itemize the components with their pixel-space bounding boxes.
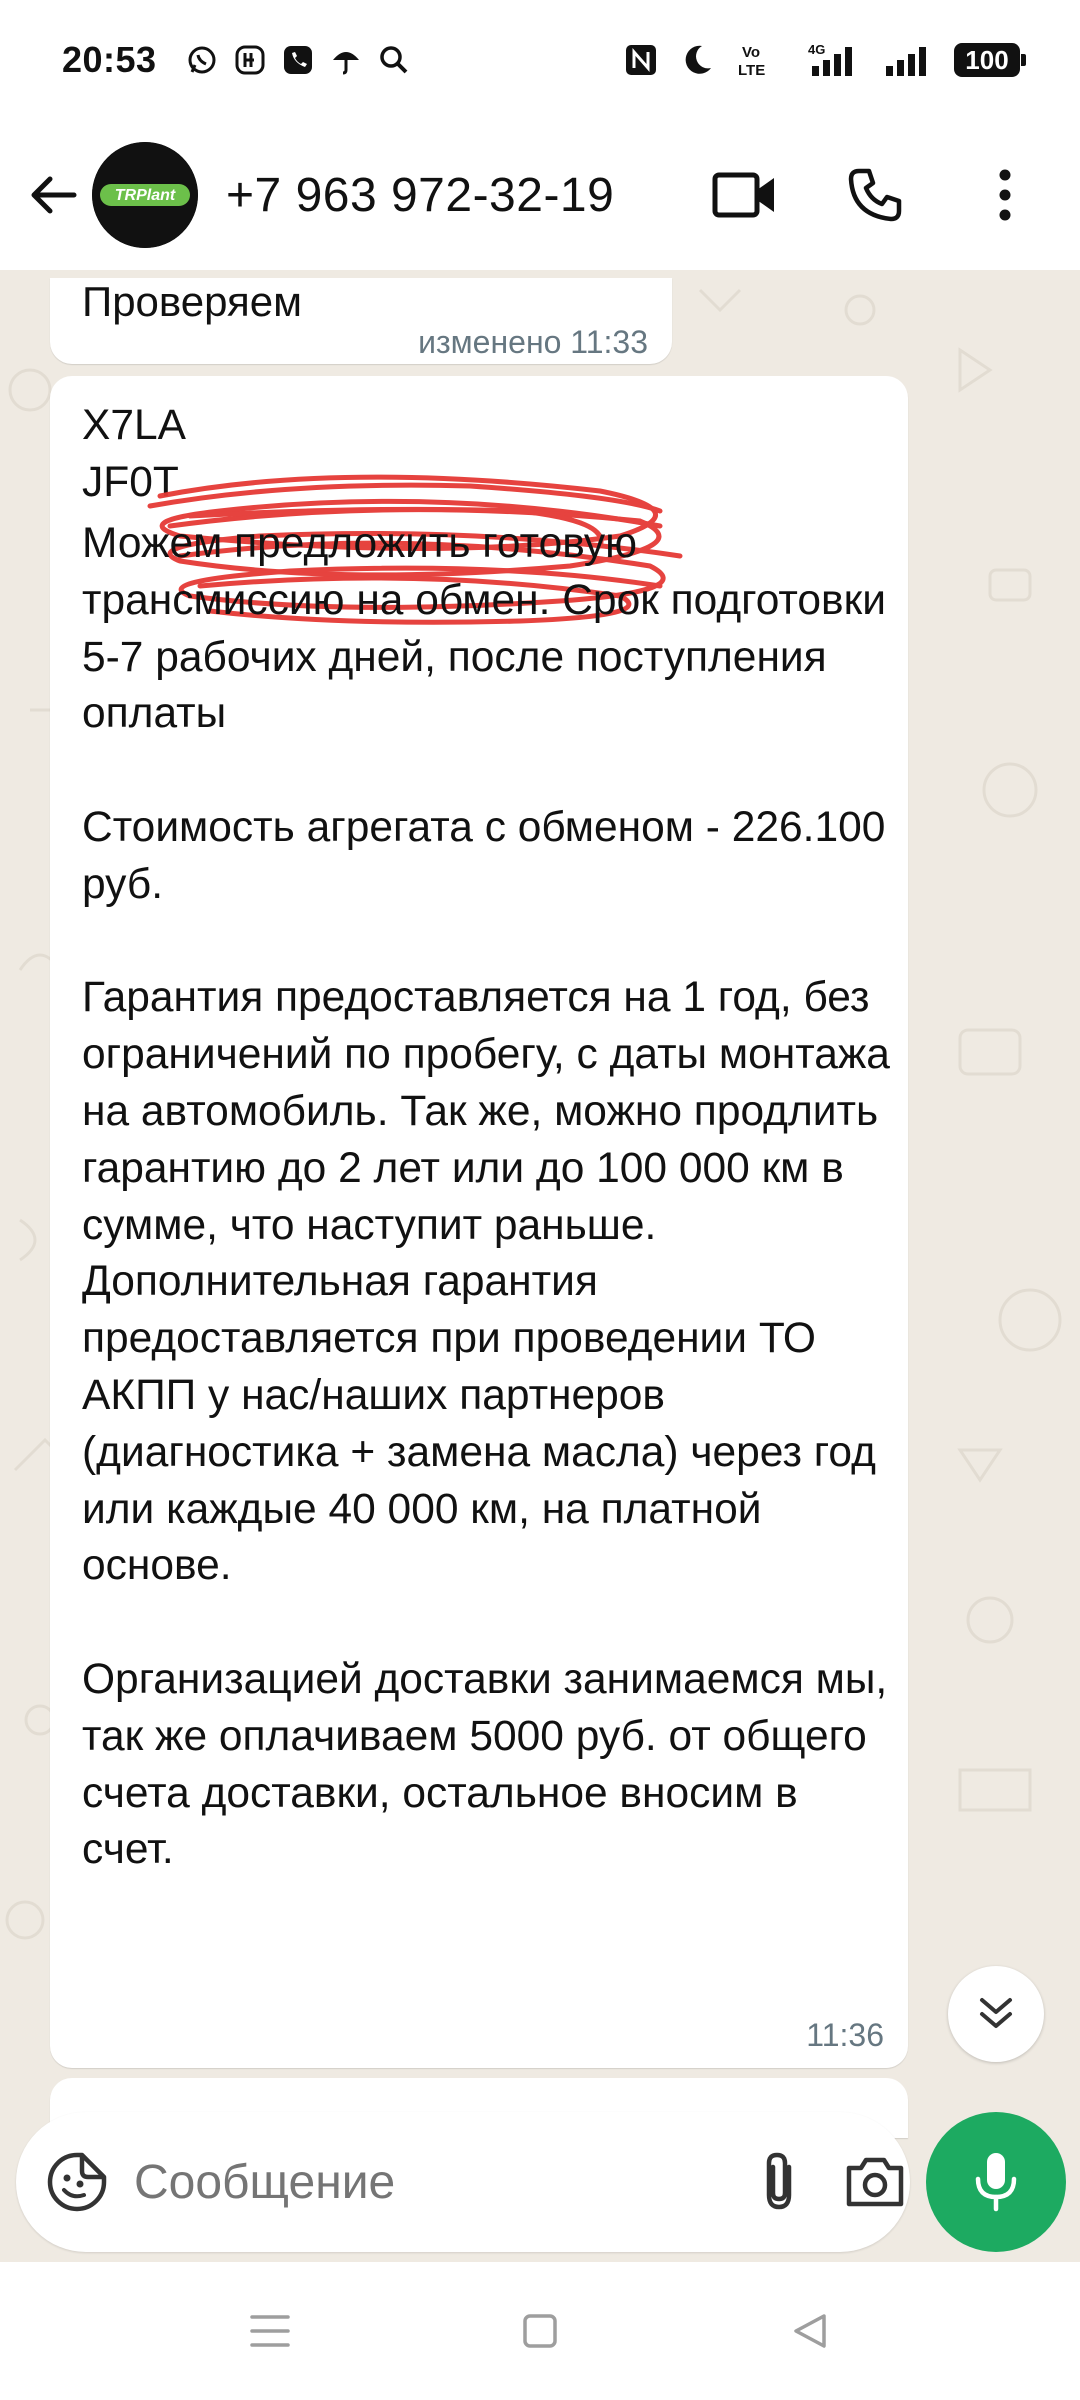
redacted-line: JF0T: [82, 458, 179, 506]
camera-icon: [843, 2154, 907, 2210]
message-bubble[interactable]: [50, 278, 672, 364]
contact-name[interactable]: +7 963 972-32-19: [226, 168, 615, 222]
video-camera-icon: [712, 170, 778, 220]
phone-notification-icon: [281, 43, 315, 77]
redacted-line: X7LA: [82, 402, 186, 449]
recent-apps-button[interactable]: [240, 2301, 300, 2361]
phone-icon: [845, 165, 905, 225]
back-nav-button[interactable]: [780, 2301, 840, 2361]
battery-level: 100: [954, 43, 1020, 77]
sticker-icon: [46, 2151, 108, 2213]
svg-text:LTE: LTE: [738, 62, 766, 78]
message-time: 11:36: [806, 2017, 884, 2053]
double-chevron-down-icon: [974, 1992, 1018, 2036]
scroll-to-bottom-button[interactable]: [948, 1966, 1044, 2062]
nfc-icon: [624, 43, 658, 77]
message-text: Можем предложить готовую трансмиссию на обмен. Срок подготовки 5-7 рабочих дней, после поступления оплаты Стоимость агрегата с обменом - 226.100 руб. Гарантия предоставляется на 1 год, без ограничений по пробегу, с даты монтажа на автомобиль. Так же, можно продлить гарантию до 2 лет или до 100 000 км в сумме, что наступит раньше. Дополнительная гарантия предоставляется при проведении ТО АКПП у нас/наших партнеров (диагностика + замена масла) через год или каждые 40 000 км, на платной основе. Организацией доставки занимаемся мы, так же оплачиваем 5000 руб. от общего счета доставки, остальное вносим в счет.: [82, 520, 890, 1874]
triangle-back-icon: [792, 2312, 828, 2350]
attach-button[interactable]: [755, 2147, 803, 2217]
video-call-button[interactable]: [710, 160, 780, 230]
voice-message-button[interactable]: [926, 2112, 1066, 2252]
voice-call-button[interactable]: [840, 160, 910, 230]
svg-text:TRPlant: TRPlant: [114, 187, 176, 204]
chat-header: [0, 120, 1080, 270]
search-icon: [377, 43, 411, 77]
menu-lines-icon: [250, 2313, 290, 2349]
app-notification-icon: [233, 43, 267, 77]
system-navigation-bar: [0, 2262, 1080, 2400]
sticker-button[interactable]: [46, 2149, 108, 2215]
message-text: Проверяем: [82, 278, 302, 325]
status-bar: [0, 0, 1080, 120]
paperclip-icon: [755, 2149, 803, 2215]
svg-text:4G: 4G: [808, 42, 826, 57]
chat-area[interactable]: [0, 270, 1080, 2262]
message-composer: [16, 2112, 910, 2252]
back-button[interactable]: [24, 165, 84, 225]
camera-button[interactable]: [843, 2147, 907, 2217]
do-not-disturb-moon-icon: [680, 43, 714, 77]
volte-icon: [736, 43, 780, 77]
trplant-logo: [92, 142, 198, 248]
microphone-icon: [973, 2149, 1019, 2215]
home-button[interactable]: [510, 2301, 570, 2361]
signal-4g-icon: [802, 43, 862, 77]
square-home-icon: [522, 2313, 558, 2349]
svg-text:Vo: Vo: [742, 44, 761, 61]
message-bubble[interactable]: [50, 376, 908, 2068]
whatsapp-notification-icon: [185, 43, 219, 77]
arrow-left-icon: [26, 167, 82, 223]
more-options-button[interactable]: [970, 160, 1040, 230]
signal-icon: [884, 43, 932, 77]
contact-avatar[interactable]: [92, 142, 198, 248]
message-edited-time: изменено 11:33: [418, 324, 648, 360]
message-input[interactable]: [134, 2155, 755, 2210]
status-time: 20:53: [62, 39, 157, 80]
more-vert-icon: [995, 167, 1015, 223]
umbrella-icon: [329, 43, 363, 77]
